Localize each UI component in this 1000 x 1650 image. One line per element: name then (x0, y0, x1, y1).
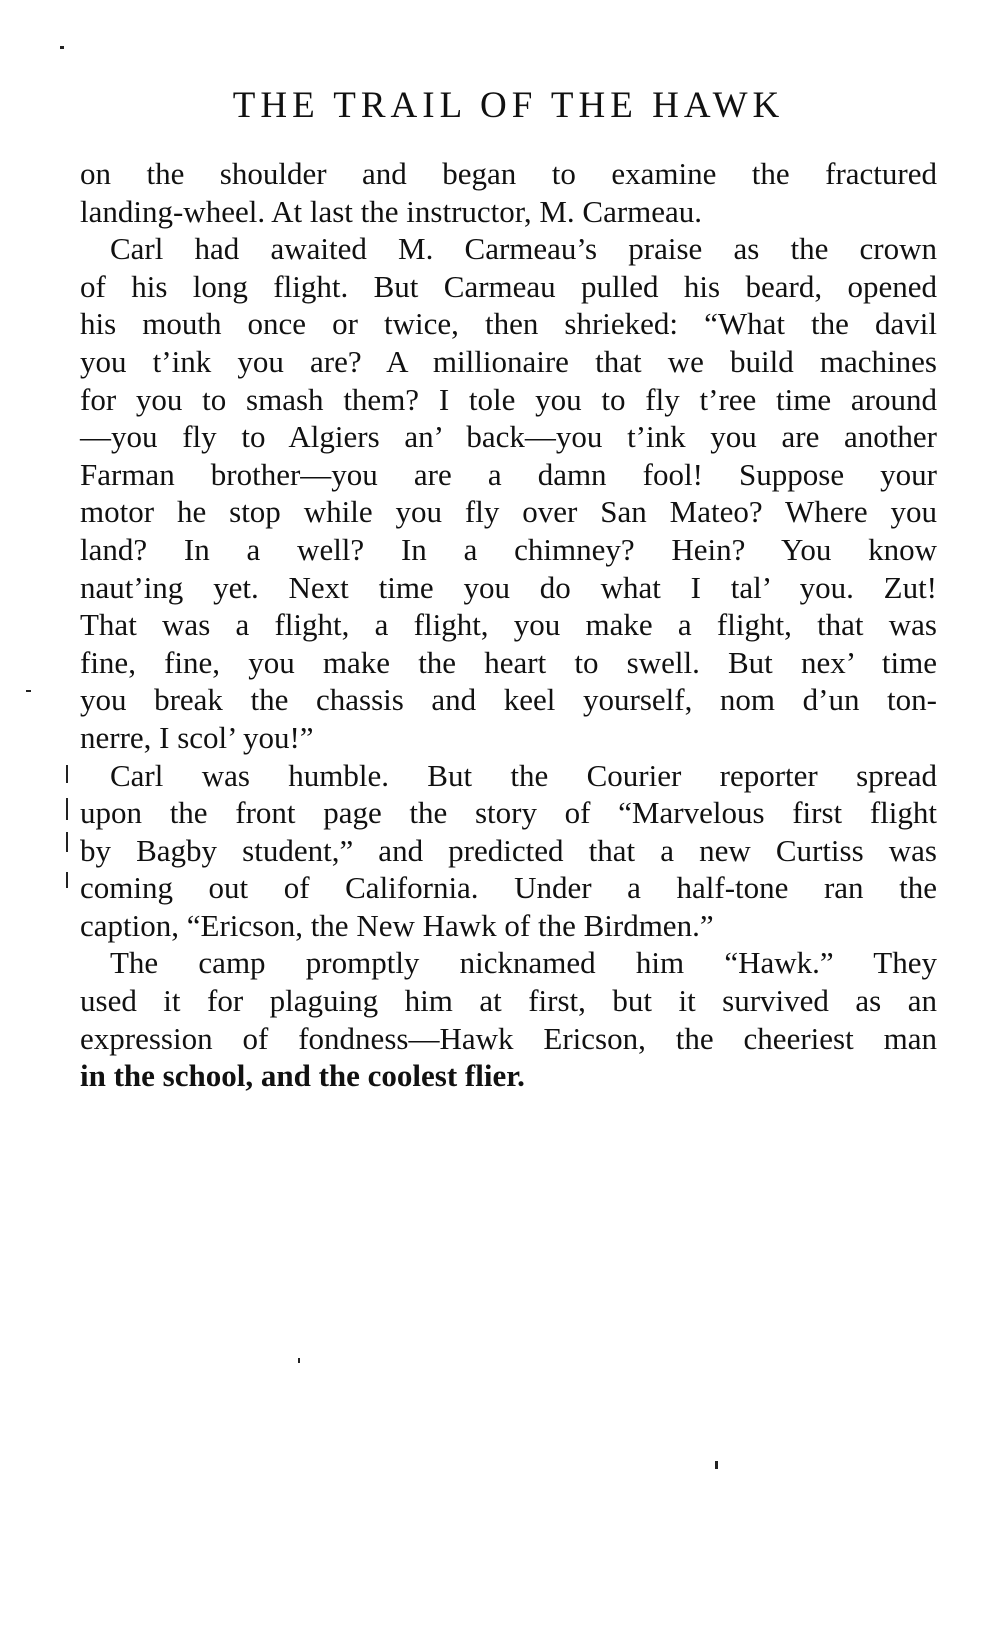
print-speck (715, 1461, 718, 1469)
text-line: The camp promptly nicknamed him “Hawk.” They (110, 945, 937, 981)
text-line: used it for plaguing him at first, but it survived as an (80, 983, 937, 1019)
text-line: motor he stop while you fly over San Mateo? Where you (80, 494, 937, 530)
print-speck (60, 46, 64, 49)
running-head: THE TRAIL OF THE HAWK (232, 85, 785, 126)
text-line: nerre, I scol’ you!” (80, 719, 314, 755)
text-line: of his long flight. But Carmeau pulled his beard, opened (80, 268, 937, 304)
text-line: Carl was humble. But the Courier reporter spread (110, 757, 937, 793)
text-line: That was a flight, a flight, you make a flight, that was (80, 607, 937, 643)
margin-rule-mark (66, 798, 68, 820)
text-line: Farman brother—you are a damn fool! Suppose your (80, 456, 937, 492)
text-line: naut’ing yet. Next time you do what I tal’ you. Zut! (80, 569, 937, 605)
margin-rule-mark (66, 872, 68, 888)
print-speck (26, 690, 31, 692)
text-line: you t’ink you are? A millionaire that we build machines (80, 343, 937, 379)
text-line: in the school, and the coolest flier. (80, 1058, 525, 1094)
text-line: —you fly to Algiers an’ back—you t’ink you are another (80, 419, 937, 455)
text-line: landing-wheel. At last the instructor, M. Carmeau. (80, 193, 703, 229)
text-line: Carl had awaited M. Carmeau’s praise as the crown (110, 231, 937, 267)
text-line: by Bagby student,” and predicted that a new Curtiss was (80, 832, 937, 868)
text-line: caption, “Ericson, the New Hawk of the Birdmen.” (80, 907, 714, 943)
text-line: land? In a well? In a chimney? Hein? You know (80, 531, 937, 567)
text-line: you break the chassis and keel yourself, nom d’un ton- (80, 682, 937, 718)
text-line: on the shoulder and began to examine the fractured (80, 156, 937, 191)
body-text (80, 155, 937, 1095)
margin-rule-mark (66, 765, 68, 783)
text-line: expression of fondness—Hawk Ericson, the cheeriest man (80, 1020, 937, 1056)
text-line: fine, fine, you make the heart to swell. But nex’ time (80, 644, 937, 680)
text-line: coming out of California. Under a half-tone ran the (80, 870, 937, 906)
text-line: for you to smash them? I tole you to fly t’ree time around (80, 381, 937, 417)
text-line: upon the front page the story of “Marvelous first flight (80, 795, 937, 831)
text-line: his mouth once or twice, then shrieked: “What the davil (80, 306, 937, 342)
margin-rule-mark (66, 832, 68, 852)
print-speck (298, 1358, 300, 1363)
